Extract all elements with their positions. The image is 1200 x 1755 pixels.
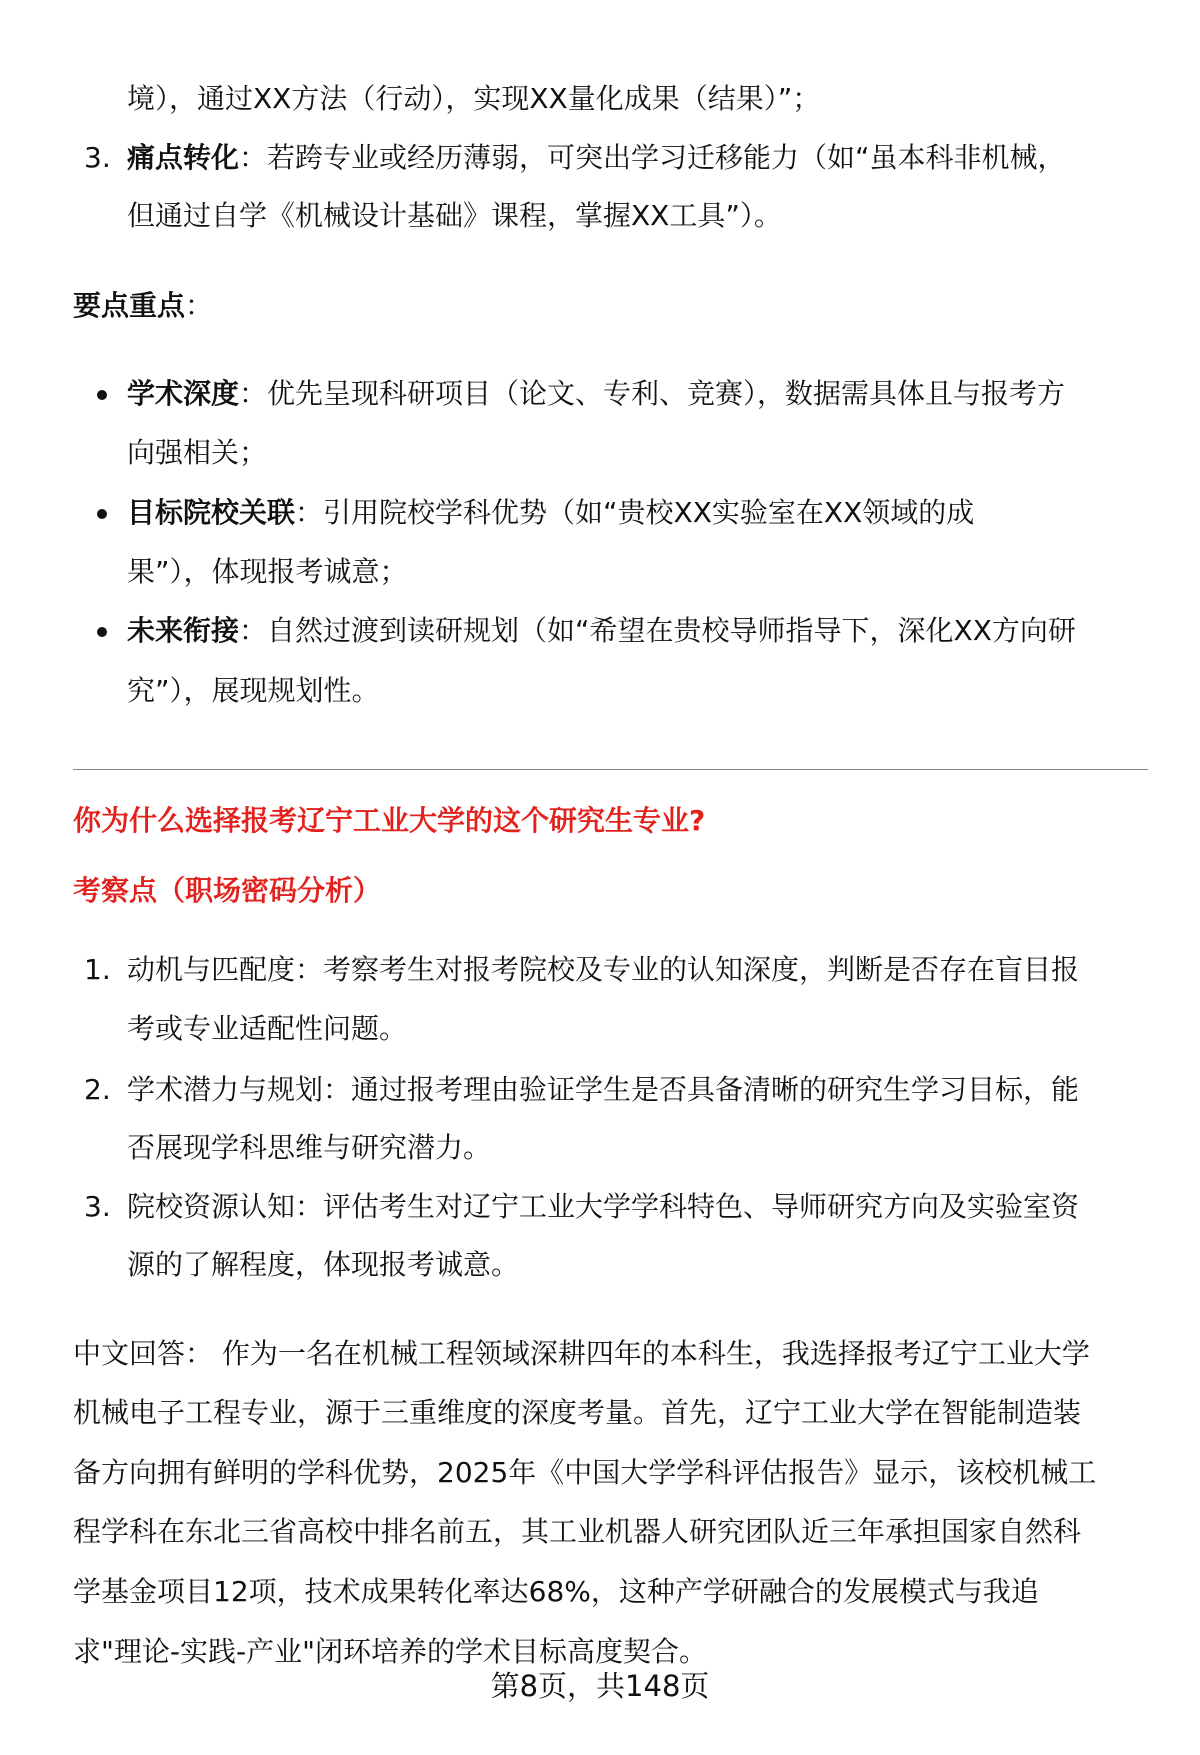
section-heading (73, 288, 213, 324)
question-subtitle: 考察点（职场密码分析） (73, 874, 382, 907)
bullet-icon (97, 390, 107, 400)
answer-line: 程学科在东北三省高校中排名前五，其工业机器人研究团队近三年承担国家自然科 (73, 1515, 1082, 1548)
bullet-icon (97, 627, 107, 637)
answer-line: 求"理论-实践-产业"闭环培养的学术目标高度契合。 (73, 1635, 707, 1668)
list-item: 动机与匹配度：考察考生对报考院校及专业的认知深度，判断是否存在盲目报 (127, 953, 1080, 986)
list-item-text: 否展现学科思维与研究潜力。 (127, 1131, 492, 1164)
answer-line: 机械电子工程专业，源于三重维度的深度考量。首先，辽宁工业大学在智能制造装 (73, 1396, 1082, 1429)
answer-line: 中文回答： 作为一名在机械工程领域深耕四年的本科生，我选择报考辽宁工业大学 (73, 1337, 1090, 1370)
item-text: ：自然过渡到读研规划（如“希望在贵校导师指导下，深化XX方向研 (239, 614, 1076, 647)
list-number: 2. (84, 1073, 111, 1106)
bullet-icon (97, 509, 107, 519)
item-title: 学术深度 (127, 377, 240, 410)
bullet-item-text: 向强相关； (127, 436, 268, 469)
list-item-continuation: 境），通过XX方法（行动），实现XX量化成果（结果）”； (127, 82, 821, 115)
list-item: 院校资源认知：评估考生对辽宁工业大学学科特色、导师研究方向及实验室资 (127, 1190, 1080, 1223)
item-title: 痛点转化 (127, 141, 240, 174)
item-title: 目标院校关联 (127, 496, 296, 529)
page-number: 第8页，共148页 (490, 1669, 710, 1703)
heading-text: 要点重点 (73, 289, 186, 322)
list-number: 1. (84, 953, 111, 986)
question-title: 你为什么选择报考辽宁工业大学的这个研究生专业? (73, 804, 706, 837)
list-number: 3. (84, 1190, 111, 1223)
list-number: 3. (84, 141, 111, 174)
bullet-item (127, 376, 1065, 412)
bullet-item-text: 果”），体现报考诚意； (127, 555, 408, 588)
bullet-item (127, 613, 1076, 649)
item-text: ：引用院校学科优势（如“贵校XX实验室在XX领域的成 (295, 496, 975, 529)
list-item-text: 考或专业适配性问题。 (127, 1012, 408, 1045)
bullet-item-text: 究”），展现规划性。 (127, 674, 380, 707)
heading-colon: ： (185, 289, 214, 322)
list-item-text: 但通过自学《机械设计基础》课程，掌握XX工具”）。 (127, 199, 782, 232)
item-text: ：若跨专业或经历薄弱，可突出学习迁移能力（如“虽本科非机械， (239, 141, 1066, 174)
divider (73, 769, 1148, 770)
list-item: 学术潜力与规划：通过报考理由验证学生是否具备清晰的研究生学习目标，能 (127, 1073, 1080, 1106)
item-title: 未来衔接 (127, 614, 240, 647)
bullet-item (127, 495, 974, 531)
answer-line: 学基金项目12项，技术成果转化率达68%，这种产学研融合的发展模式与我追 (73, 1575, 1039, 1608)
list-item-text: 源的了解程度，体现报考诚意。 (127, 1248, 520, 1281)
item-text: ：优先呈现科研项目（论文、专利、竞赛），数据需具体且与报考方 (239, 377, 1066, 410)
answer-line: 备方向拥有鲜明的学科优势，2025年《中国大学学科评估报告》显示，该校机械工 (73, 1456, 1097, 1489)
list-item (127, 140, 1066, 176)
